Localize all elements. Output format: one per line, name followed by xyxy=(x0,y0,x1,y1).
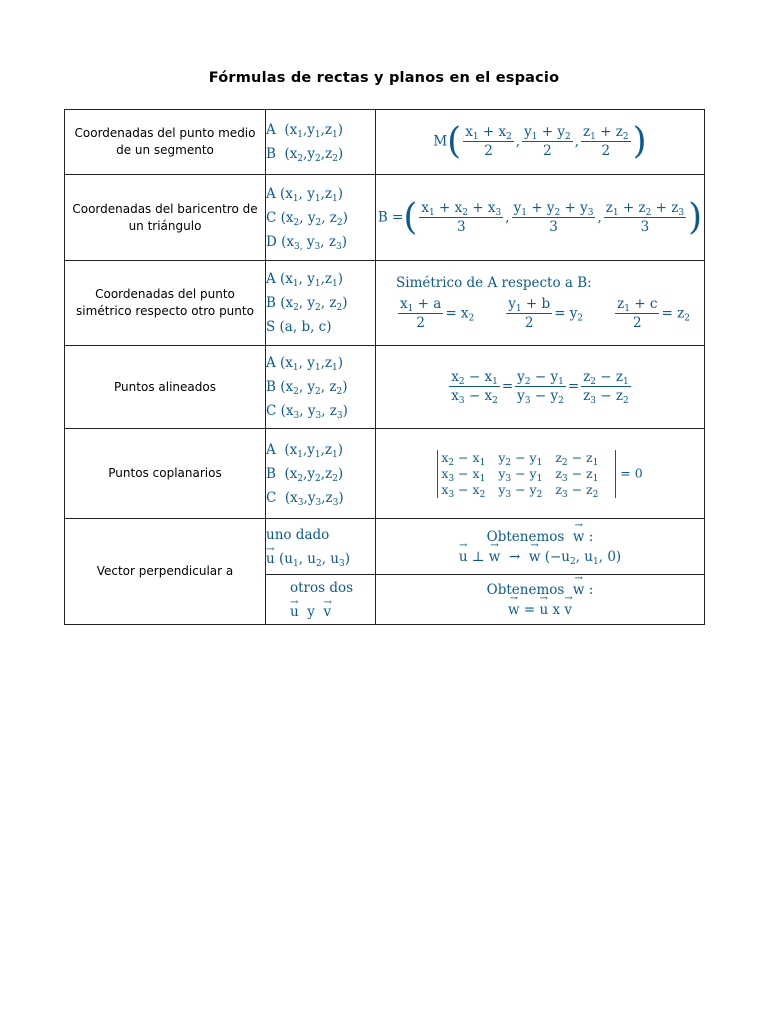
points-centroid: A ($x_1$, $y_1,z_1$) C ($x_2$, $y_2$, $z_2$) D ($x_{3,}$ $y_3$, $z_3$) xyxy=(266,175,376,261)
row-midpoint xyxy=(65,110,705,175)
label-perpendicular: Vector perpendicular a xyxy=(65,519,266,625)
formula-perpendicular-one: Obtenemos → w : → u ⊥ → w → → w ($-u_2$, $u_1$, 0) xyxy=(376,519,705,575)
formula-table xyxy=(64,109,705,625)
points-coplanar: A $(x_1,y_1,z_1)$ B $(x_2,y_2,z_2)$ C $(x_3,y_3,z_3)$ xyxy=(266,429,376,519)
label-symmetric: Coordenadas del punto simétrico respecto otro punto xyxy=(65,261,266,346)
points-midpoint: A $(x_1,y_1,z_1)$ B $(x_2,y_2,z_2)$ xyxy=(266,110,376,175)
row-coplanar xyxy=(65,429,705,519)
label-midpoint: Coordenadas del punto medio de un segmento xyxy=(65,110,266,175)
row-centroid xyxy=(65,175,705,261)
formula-aligned: $\frac{x_2 - x_1}{x_3 - x_2}$ = $\frac{y_2 - y_1}{y_3 - y_2}$ = $\frac{z_2 - z_1}{z_3 - z_2}$ xyxy=(376,346,705,429)
determinant: $x_2 - x_1$ $y_2 - y_1$ $z_2 - z_1$ $x_3 - x_1$ $y_3 - y_1$ $z_3 - z_1$ $x_3 - x_2$ $y_3 - y_2$ $z_3 - z_2$ xyxy=(437,450,616,498)
row-perpendicular-one xyxy=(65,519,705,575)
formula-centroid: B =( $\frac{x_1 + x_2 + x_3}{3}$ , $\frac{y_1 + y_2 + y_3}{3}$ , $\frac{z_1 + z_2 + z_3}{3}$ ) xyxy=(376,175,705,261)
label-aligned: Puntos alineados xyxy=(65,346,266,429)
formula-perpendicular-two: Obtenemos → w : → w = → u x → v xyxy=(376,575,705,625)
row-aligned xyxy=(65,346,705,429)
points-perpendicular-two: otros dos → u y → v xyxy=(266,575,376,625)
label-centroid: Coordenadas del baricentro de un triángulo xyxy=(65,175,266,261)
formula-symmetric: Simétrico de A respecto a B: $\frac{x_1 + a}{2}$ = $x_2$ $\frac{y_1 + b}{2}$ = $y_2$ $\frac{z_1 + c}{2}$ = $z_2$ xyxy=(376,261,705,346)
points-aligned: A ($x_1$, $y_1,z_1$) B ($x_2$, $y_2$, $z_2$) C ($x_3$, $y_3$, $z_3$) xyxy=(266,346,376,429)
formula-midpoint: M( $\frac{x_1 + x_2}{2}$ , $\frac{y_1 + y_2}{2}$ , $\frac{z_1 + z_2}{2}$ ) xyxy=(376,110,705,175)
page-title: Fórmulas de rectas y planos en el espacio xyxy=(208,70,560,86)
formula-coplanar: $x_2 - x_1$ $y_2 - y_1$ $z_2 - z_1$ $x_3 - x_1$ $y_3 - y_1$ $z_3 - z_1$ $x_3 - x_2$ $y_3 - y_2$ $z_3 - z_2 = 0$ xyxy=(376,429,705,519)
row-symmetric xyxy=(65,261,705,346)
points-symmetric: A ($x_1$, $y_1,z_1$) B ($x_2$, $y_2$, $z_2$) S (a, b, c) xyxy=(266,261,376,346)
points-perpendicular-one: uno dado → u ($u_1$, $u_2$, $u_3$) xyxy=(266,519,376,575)
label-coplanar: Puntos coplanarios xyxy=(65,429,266,519)
symmetric-caption: Simétrico de A respecto a B: xyxy=(396,275,592,291)
